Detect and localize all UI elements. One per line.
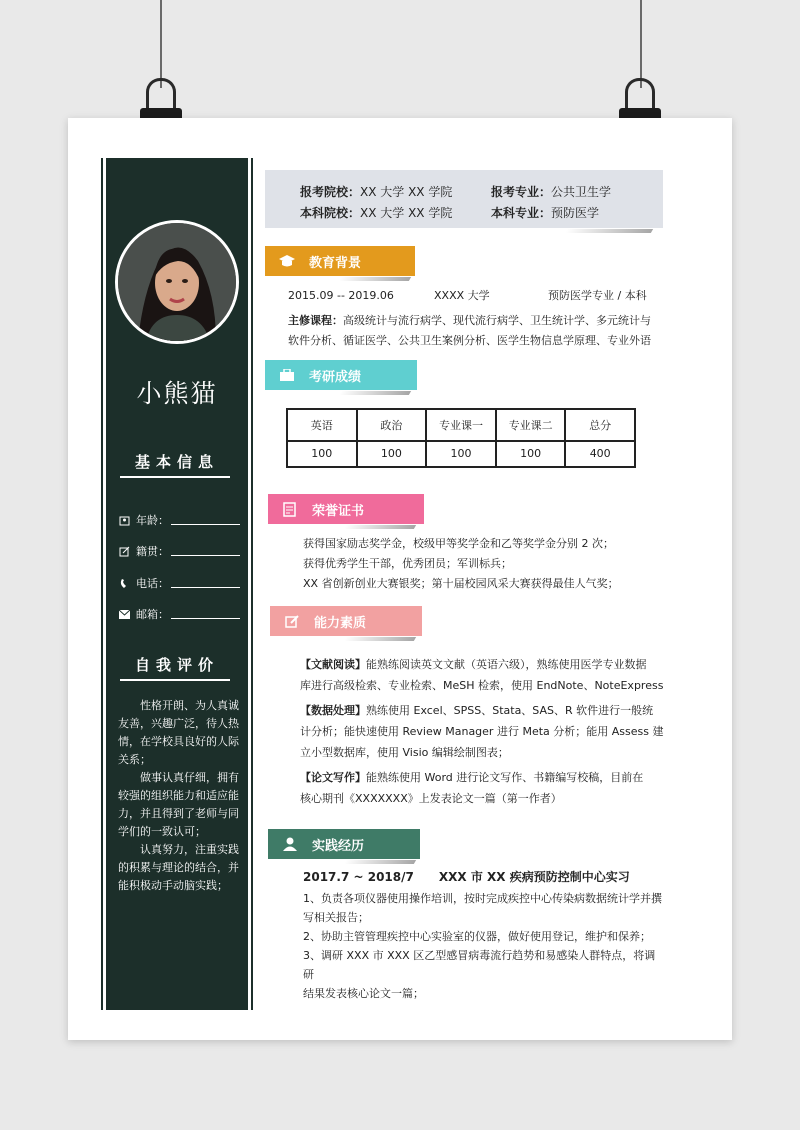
edit-icon: [270, 606, 314, 636]
ability-block: 【论文写作】能熟练使用 Word 进行论文写作、书籍编写校稿，目前在: [300, 771, 644, 784]
ability-line: 核心期刊《XXXXXXX》上发表论文一篇（第一作者）: [300, 792, 562, 805]
practice-heading: 2017.7 ~ 2018/7 XXX 市 XX 疾病预防控制中心实习: [303, 870, 630, 884]
briefcase-icon: [265, 360, 309, 390]
phone-value-line[interactable]: [171, 578, 240, 588]
table-cell: 100: [496, 441, 566, 467]
self-eval-paragraph: 认真努力，注重实践的积累与理论的结合，并能积极动手动脑实践；: [118, 843, 239, 892]
edit-icon: [118, 545, 131, 557]
graduation-cap-icon: [265, 246, 309, 276]
table-cell: 400: [565, 441, 635, 467]
hanging-string-right: [640, 0, 642, 88]
sidebar-line-right: [251, 158, 253, 1010]
header-shadow: [565, 229, 653, 233]
ability-line: 立小型数据库，使用 Visio 编辑绘制图表；: [300, 746, 509, 759]
list-item: 3、调研 XXX 市 XXX 区乙型感冒病毒流行趋势和易感染人群特点，将调研: [303, 949, 656, 981]
self-eval-paragraph: 做事认真仔细，拥有较强的组织能力和适应能力，并且得到了老师与同学们的一致认可；: [118, 771, 239, 838]
list-item: 获得优秀学生干部，优秀团员；军训标兵；: [303, 557, 512, 570]
self-eval-text: [118, 697, 244, 895]
practice-shadow: [344, 860, 416, 864]
abilities-banner: 能力素质: [270, 606, 422, 636]
ability-line: 库进行高级检索、专业检索、MeSH 检索，使用 EndNote、NoteExpress: [300, 679, 664, 692]
practice-banner: 实践经历: [268, 829, 420, 859]
scores-shadow: [339, 391, 411, 395]
abilities-list: [300, 654, 664, 809]
abilities-shadow: [344, 637, 416, 641]
target-major: 报考专业：公共卫生学: [491, 185, 612, 199]
honors-shadow: [344, 525, 416, 529]
list-item: XX 省创新创业大赛银奖；第十届校园风采大赛获得最佳人气奖；: [303, 577, 619, 590]
candidate-name: 小熊猫: [136, 379, 218, 408]
undergrad-major: 本科专业：预防医学: [491, 206, 600, 220]
field-age: 年龄：: [118, 512, 240, 528]
list-item: 2、协助主管管理疾控中心实验室的仪器，做好使用登记，维护和保养；: [303, 930, 651, 943]
scores-banner: 考研成绩: [265, 360, 417, 390]
field-hometown: 籍贯：: [118, 543, 240, 559]
hanging-string-left: [160, 0, 162, 88]
list-item: 结果发表核心论文一篇；: [303, 987, 424, 1000]
education-courses: 主修课程：高级统计与流行病学、现代流行病学、卫生统计学、多元统计与 软件分析、循证医学、公共卫生案例分析、医学生物信息学原理、专业外语: [288, 314, 651, 347]
age-value-line[interactable]: [171, 515, 240, 525]
mail-icon: [118, 608, 131, 620]
field-phone: 电话：: [118, 575, 240, 591]
list-item: 写相关报告；: [303, 911, 369, 924]
hometown-value-line[interactable]: [171, 546, 240, 556]
table-row: [287, 441, 635, 467]
table-header-cell: 英语: [287, 409, 357, 441]
table-cell: 100: [357, 441, 427, 467]
table-header-cell: 专业课一: [426, 409, 496, 441]
education-shadow: [339, 277, 411, 281]
honors-banner: 荣誉证书: [268, 494, 424, 524]
self-eval-paragraph: 性格开朗、为人真诚友善，兴趣广泛，待人热情，在学校具良好的人际关系；: [118, 699, 239, 766]
table-header-cell: 总分: [565, 409, 635, 441]
list-item: 1、负责各项仪器使用操作培训，按时完成疾控中心传染病数据统计学并撰: [303, 892, 662, 905]
table-cell: 100: [287, 441, 357, 467]
list-item: 获得国家励志奖学金，校级甲等奖学金和乙等奖学金分别 2 次；: [303, 537, 614, 550]
phone-icon: [118, 577, 131, 589]
basic-info-title: 基本信息: [134, 453, 219, 471]
field-email: 邮箱：: [118, 606, 240, 622]
practice-list: [303, 889, 665, 1003]
table-header-cell: 政治: [357, 409, 427, 441]
education-banner: 教育背景: [265, 246, 415, 276]
email-value-line[interactable]: [171, 609, 240, 619]
table-cell: 100: [426, 441, 496, 467]
certificate-icon: [268, 494, 312, 524]
education-major: 预防医学专业 / 本科: [548, 289, 647, 302]
scores-table: [286, 408, 636, 468]
target-school: 报考院校：XX 大学 XX 学院: [300, 185, 453, 199]
person-icon: [118, 514, 131, 526]
ability-block: 【数据处理】熟练使用 Excel、SPSS、Stata、SAS、R 软件进行一般统: [300, 704, 654, 717]
basic-info-underline: [120, 476, 230, 478]
education-period: 2015.09 -- 2019.06: [288, 289, 394, 302]
ability-block: 【文献阅读】能熟练阅读英文文献（英语六级），熟练使用医学专业数据: [300, 658, 647, 671]
undergrad-school: 本科院校：XX 大学 XX 学院: [300, 206, 453, 220]
profile-photo: [115, 220, 239, 344]
honors-list: [303, 534, 663, 594]
sidebar-line-left: [101, 158, 103, 1010]
table-row: [287, 409, 635, 441]
table-header-cell: 专业课二: [496, 409, 566, 441]
ability-line: 计分析；能快速使用 Review Manager 进行 Meta 分析；能用 Assess 建: [300, 725, 664, 738]
person-icon: [268, 829, 312, 859]
education-school: XXXX 大学: [434, 289, 490, 302]
self-eval-title: 自我评价: [134, 656, 219, 674]
self-eval-underline: [120, 679, 230, 681]
